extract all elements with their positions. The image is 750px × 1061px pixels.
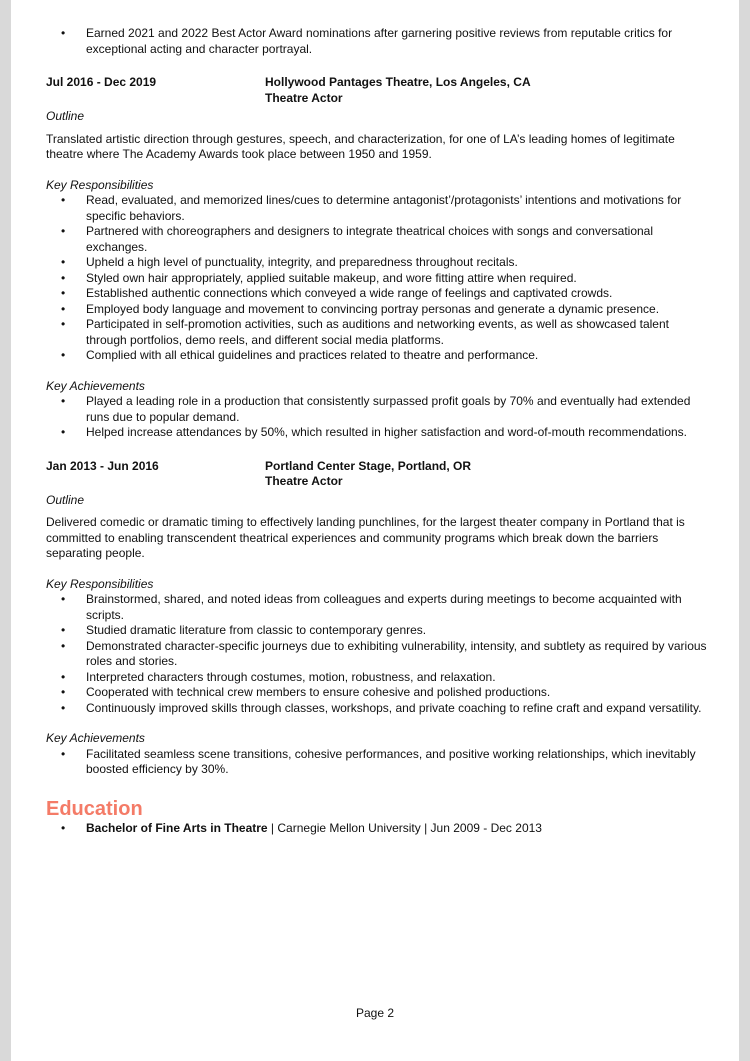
- responsibilities-list: [46, 592, 708, 716]
- job-header: [46, 75, 708, 106]
- list-item: • Partnered with choreographers and designers to integrate theatrical choices with songs and conversational exchanges.: [46, 224, 708, 255]
- education-item: [46, 821, 708, 837]
- outline-label: Outline: [46, 492, 85, 507]
- list-item: • Helped increase attendances by 50%, which resulted in higher satisfaction and word-of-mouth recommendations.: [46, 425, 708, 441]
- responsibilities-list: [46, 193, 708, 364]
- list-item: • Read, evaluated, and memorized lines/cues to determine antagonist’/protagonists’ intentions and motivations for specific behaviors.: [46, 193, 708, 224]
- intro-bullet-list: [46, 26, 708, 57]
- list-item: • Cooperated with technical crew members to ensure cohesive and polished productions.: [46, 685, 708, 701]
- list-item: • Facilitated seamless scene transitions, cohesive performances, and positive working relationships, which inevitably boosted efficiency by 30%.: [46, 747, 708, 778]
- job-header: [46, 459, 708, 490]
- achievements-label: Key Achievements: [46, 378, 145, 393]
- list-item: • Styled own hair appropriately, applied suitable makeup, and wore fitting attire when required.: [46, 271, 708, 287]
- page-content: [46, 26, 708, 836]
- list-item: • Participated in self-promotion activities, such as auditions and networking events, as well as showcased talent through portfolios, demo reels, and different social media platforms.: [46, 317, 708, 348]
- list-item: • Earned 2021 and 2022 Best Actor Award nominations after garnering positive reviews from reputable critics for exceptional acting and character portrayal.: [46, 26, 708, 57]
- page-number: Page 2: [355, 1006, 395, 1020]
- outline-label: Outline: [46, 109, 85, 123]
- achievements-list: [46, 394, 708, 441]
- responsibilities-label: Key Responsibilities: [46, 177, 154, 192]
- job-dates: Jan 2013 - Jun 2016: [46, 458, 159, 473]
- outline-text: Translated artistic direction through gestures, speech, and characterization, for one of LA’s leading homes of legitimate theatre where The Academy Awards took place between 1950 and 1959.: [46, 131, 675, 161]
- list-item: • Complied with all ethical guidelines and practices related to theatre and performance.: [46, 348, 708, 364]
- list-item: • Brainstormed, shared, and noted ideas from colleagues and experts during meetings to become acquainted with scripts.: [46, 592, 708, 623]
- job-entry-hollywood-pantages: [46, 75, 708, 441]
- list-item: • Demonstrated character-specific journeys due to exhibiting vulnerability, intensity, and subtlety as required by various roles and stories.: [46, 639, 708, 670]
- list-item: • Established authentic connections which conveyed a wide range of feelings and captivated crowds.: [46, 286, 708, 302]
- education-details: | Carnegie Mellon University | Jun 2009 - Dec 2013: [267, 820, 542, 835]
- list-item: • Employed body language and movement to convincing portray personas and generate a dynamic presence.: [46, 302, 708, 318]
- degree-name: Bachelor of Fine Arts in Theatre: [86, 820, 268, 835]
- list-item: • Upheld a high level of punctuality, integrity, and preparedness throughout recitals.: [46, 255, 708, 271]
- achievements-label: Key Achievements: [46, 731, 145, 745]
- job-dates: Jul 2016 - Dec 2019: [46, 75, 157, 89]
- job-company: Portland Center Stage, Portland, OR: [265, 458, 472, 473]
- job-company: Hollywood Pantages Theatre, Los Angeles, CA: [265, 75, 531, 89]
- outline-text: Delivered comedic or dramatic timing to effectively landing punchlines, for the largest theater company in Portland that is committed to enabling transcendent theatrical experiences and community programs which break down the barriers separating people.: [46, 515, 685, 560]
- list-item: • Continuously improved skills through classes, workshops, and private coaching to refine craft and expand versatility.: [46, 701, 708, 717]
- job-entry-portland-center-stage: [46, 459, 708, 778]
- list-item: • Interpreted characters through costumes, motion, robustness, and relaxation.: [46, 670, 708, 686]
- resume-page: [11, 0, 739, 1061]
- education-list: [46, 821, 708, 837]
- education-heading: Education: [46, 797, 143, 820]
- responsibilities-label: Key Responsibilities: [46, 576, 154, 591]
- job-title: Theatre Actor: [265, 474, 343, 488]
- job-title: Theatre Actor: [265, 90, 343, 105]
- achievements-list: [46, 747, 708, 778]
- list-item: • Studied dramatic literature from classic to contemporary genres.: [46, 623, 708, 639]
- list-item: • Played a leading role in a production that consistently surpassed profit goals by 70% and eventually had extended runs due to popular demand.: [46, 394, 708, 425]
